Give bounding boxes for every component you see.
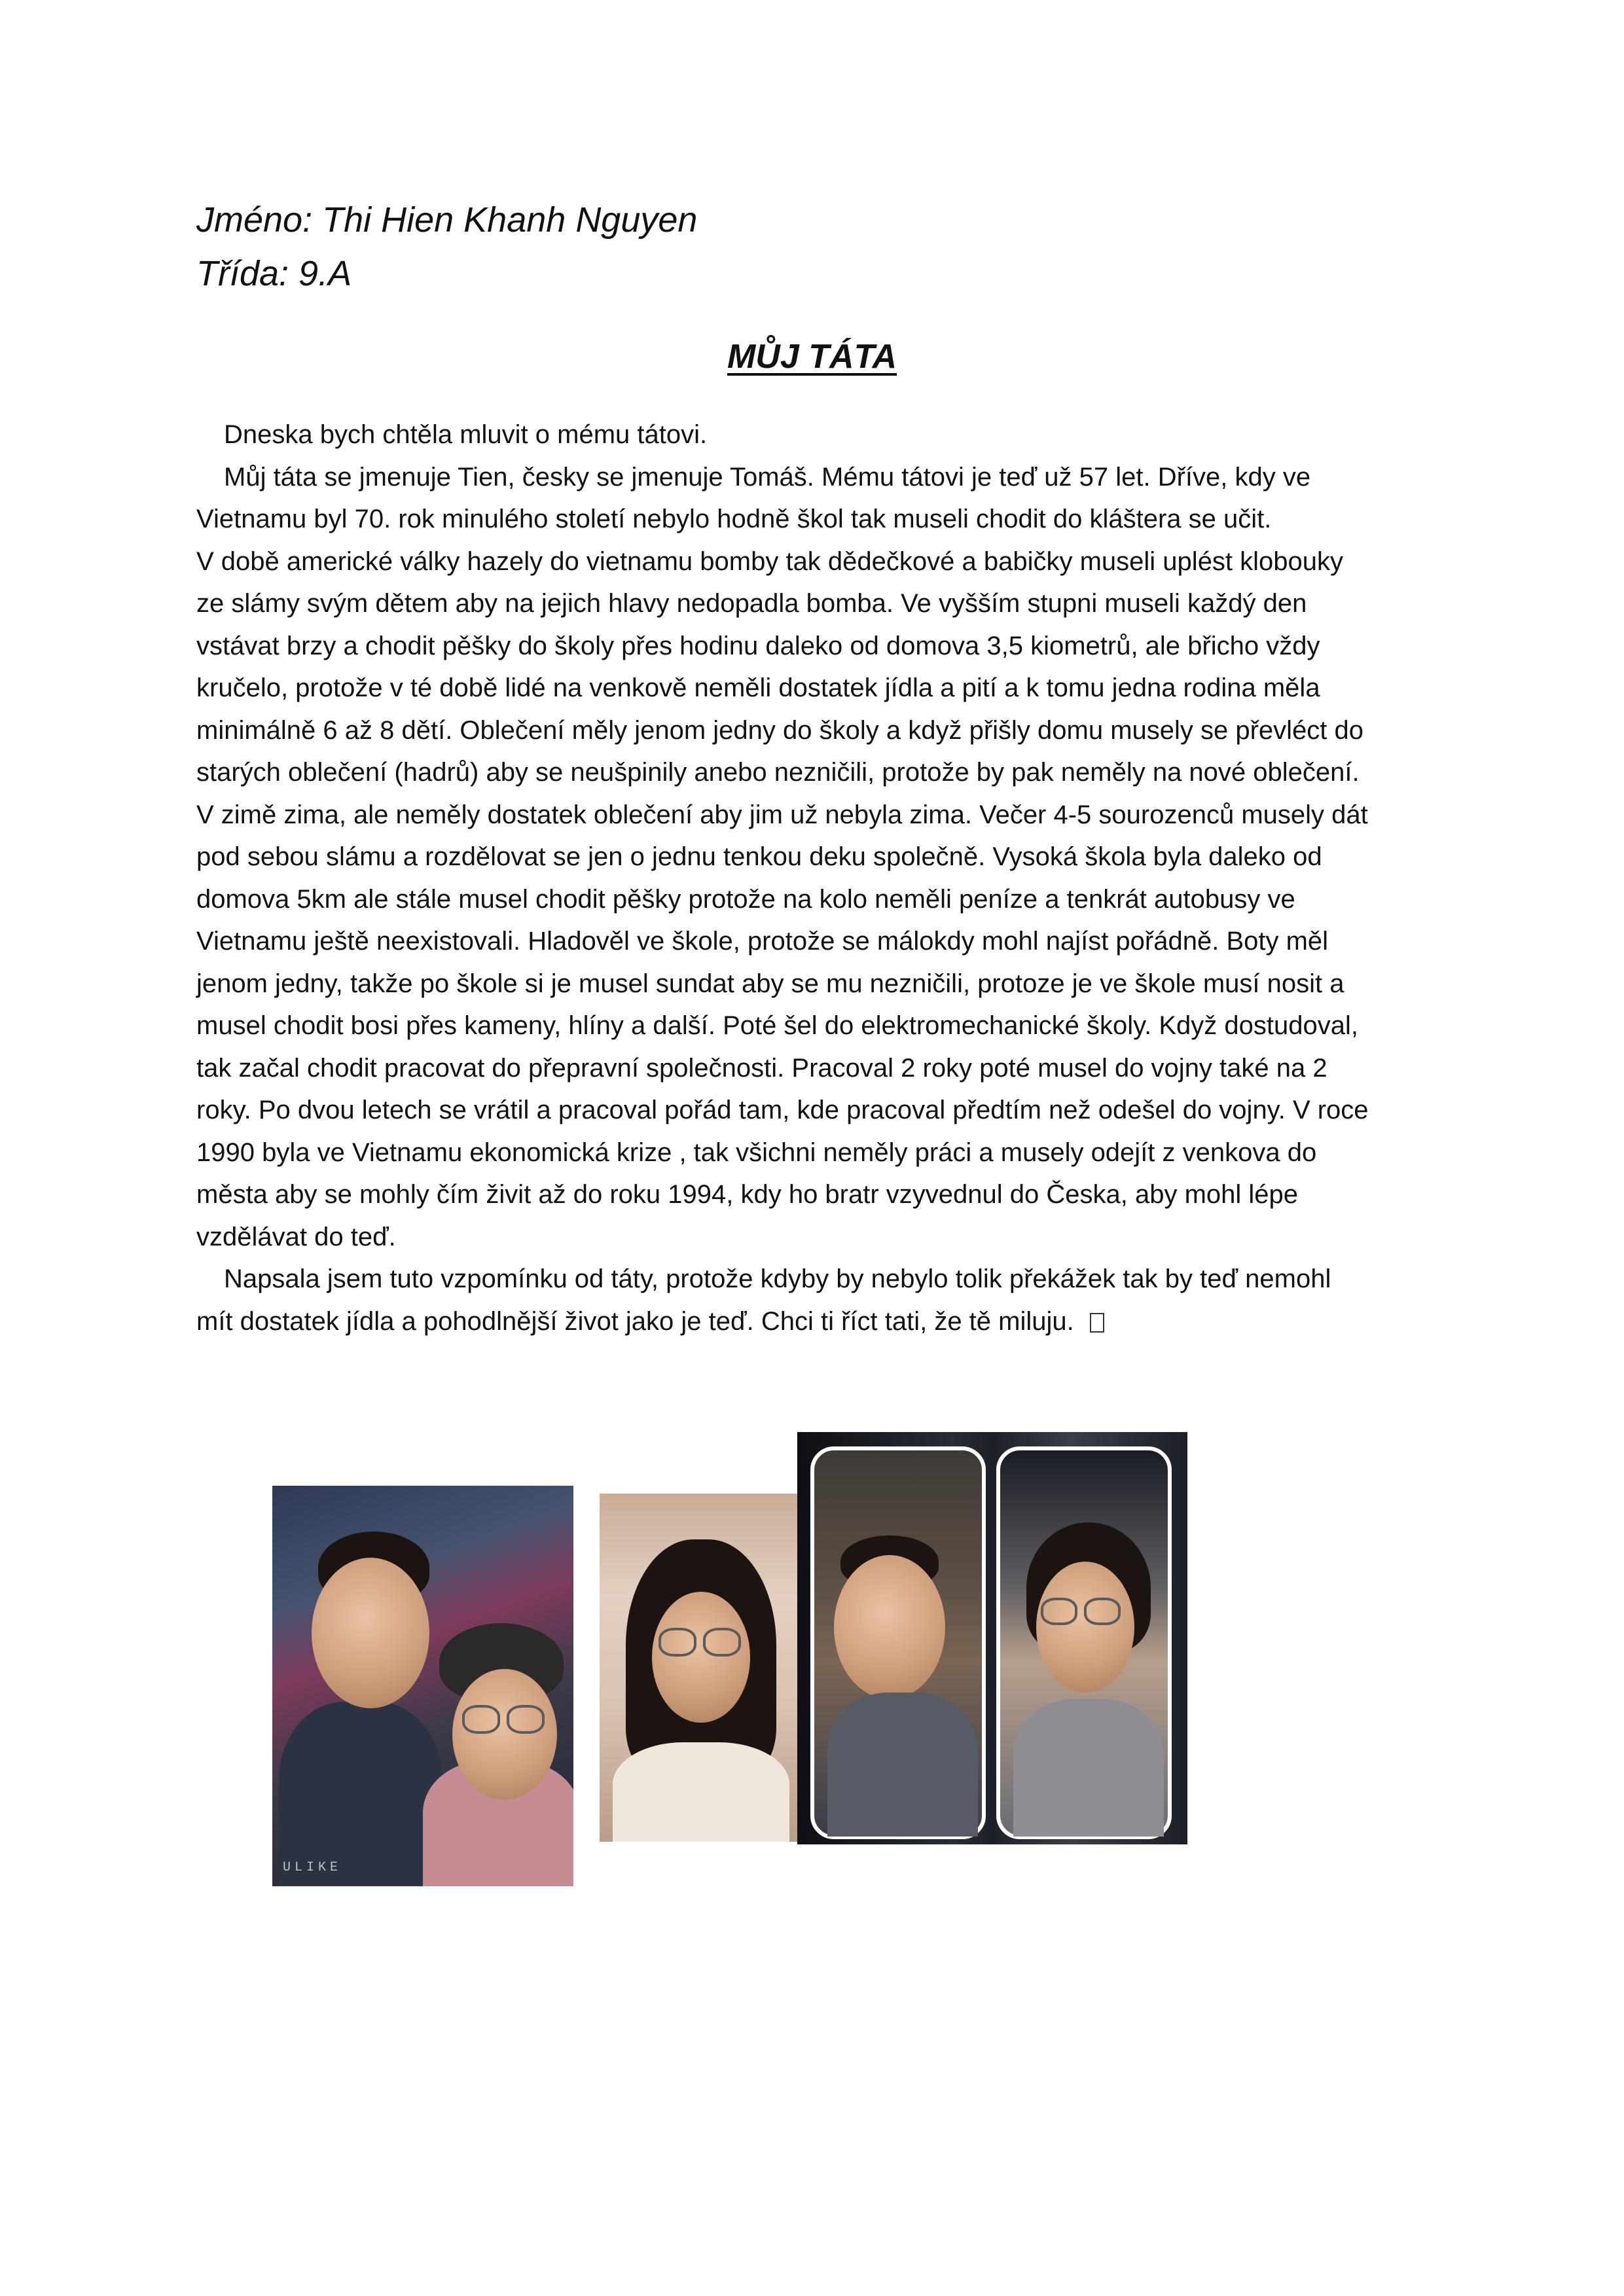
photo-father-coat [827,1693,978,1837]
missing-emoji-icon [1090,1313,1104,1333]
photo-daughter-sweater [613,1742,789,1842]
essay-line: pod sebou slámu a rozdělovat se jen o jednu tenkou deku společně. Vysoká škola byla daleko od [196,842,1322,871]
photo-daughter-portrait [600,1494,798,1842]
photo-father-daughter-selfie [272,1486,573,1886]
photo-glasses-icon [507,1705,545,1734]
photo-glasses-icon [703,1628,741,1657]
photo-daughter-profile-frame [996,1446,1172,1839]
photo-father-face [834,1555,945,1699]
essay-line: Napsala jsem tuto vzpomínku od táty, protože kdyby by nebylo tolik překážek tak by teď nemohl [224,1265,1331,1293]
essay-last-line [196,1300,1440,1343]
photo-father-jacket [279,1702,442,1886]
photo-father-face [312,1558,429,1708]
essay-line: Dneska bych chtěla mluvit o mému tátovi. [224,420,708,449]
photo-daughter-sweater [1013,1699,1164,1837]
essay-line: Vietnamu ještě neexistovali. Hladověl ve škole, protože se málokdy mohl najíst pořádně. Boty měl [196,927,1329,956]
student-name: Jméno: Thi Hien Khanh Nguyen [196,200,698,240]
essay-line-text: mít dostatek jídla a pohodlnější život jako je teď. Chci ti říct tati, že tě miluju. [196,1306,1074,1336]
essay-line: V době americké války hazely do vietnamu bomby tak dědečkové a babičky museli uplést klobouky [196,547,1344,576]
essay-line: Můj táta se jmenuje Tien, česky se jmenuje Tomáš. Mému tátovi je teď už 57 let. Dříve, kdy ve [224,462,1311,492]
photo-father-profile-frame [810,1446,986,1839]
essay-line: vzdělávat do teď. [196,1222,396,1251]
photo-glasses-icon [1084,1598,1121,1625]
essay-line: ze slámy svým dětem aby na jejich hlavy nedopadla bomba. Ve vyšším stupni museli každý den [196,589,1307,618]
photo-glasses-icon [462,1705,500,1734]
essay-line: 1990 byla ve Vietnamu ekonomická krize , tak všichni neměly práci a musely odejít z venkova do [196,1138,1317,1167]
essay-title: MŮJ TÁTA [727,338,897,376]
essay-line: minimálně 6 až 8 dětí. Oblečení měly jenom jedny do školy a když přišly domu musely se převléct do [196,715,1364,745]
essay-line: V zimě zima, ale neměly dostatek oblečení aby jim už nebyla zima. Večer 4-5 sourozenců musely dát [196,800,1368,829]
essay-line: kručelo, protože v té době lidé na venkově neměli dostatek jídla a pití a k tomu jedna rodina měla [196,673,1320,702]
essay-line: domova 5km ale stále musel chodit pěšky protože na kolo neměli peníze a tenkrát autobusy ve [196,884,1295,914]
essay-line: města aby se mohly čím živit až do roku 1994, kdy ho bratr vzyvednul do Česka, aby mohl lépe [196,1180,1299,1209]
photo-daughter-face [652,1592,750,1723]
essay-line: vstávat brzy a chodit pěšky do školy přes hodinu daleko od domova 3,5 kiometrů, ale břicho vždy [196,631,1320,660]
photo-collage-profiles [797,1432,1187,1844]
photo-daughter-face [452,1669,557,1800]
essay-line: roky. Po dvou letech se vrátil a pracoval pořád tam, kde pracoval předtím než odešel do vojny. V roce [196,1096,1369,1124]
essay-line: starých oblečení (hadrů) aby se neušpinily anebo nezničili, protože by pak neměly na nové oblečení. [196,758,1360,787]
essay-line: jenom jedny, takže po škole si je musel sundat aby se mu nezničili, protoze je ve škole musí nosit a [196,969,1344,998]
photo-daughter-face [1036,1562,1134,1693]
photo-watermark: ULIKE [283,1860,342,1875]
photo-glasses-icon [1041,1598,1077,1625]
essay-line: tak začal chodit pracovat do přepravní společnosti. Pracoval 2 roky poté musel do vojny také na 2 [196,1053,1327,1083]
photo-glasses-icon [659,1628,696,1657]
student-class: Třída: 9.A [196,254,352,293]
essay-line: Vietnamu byl 70. rok minulého století nebylo hodně škol tak museli chodit do kláštera se učit. [196,505,1272,533]
essay-line: musel chodit bosi přes kameny, hlíny a další. Poté šel do elektromechanické školy. Když dostudoval, [196,1011,1358,1040]
essay-body [196,414,1440,1342]
